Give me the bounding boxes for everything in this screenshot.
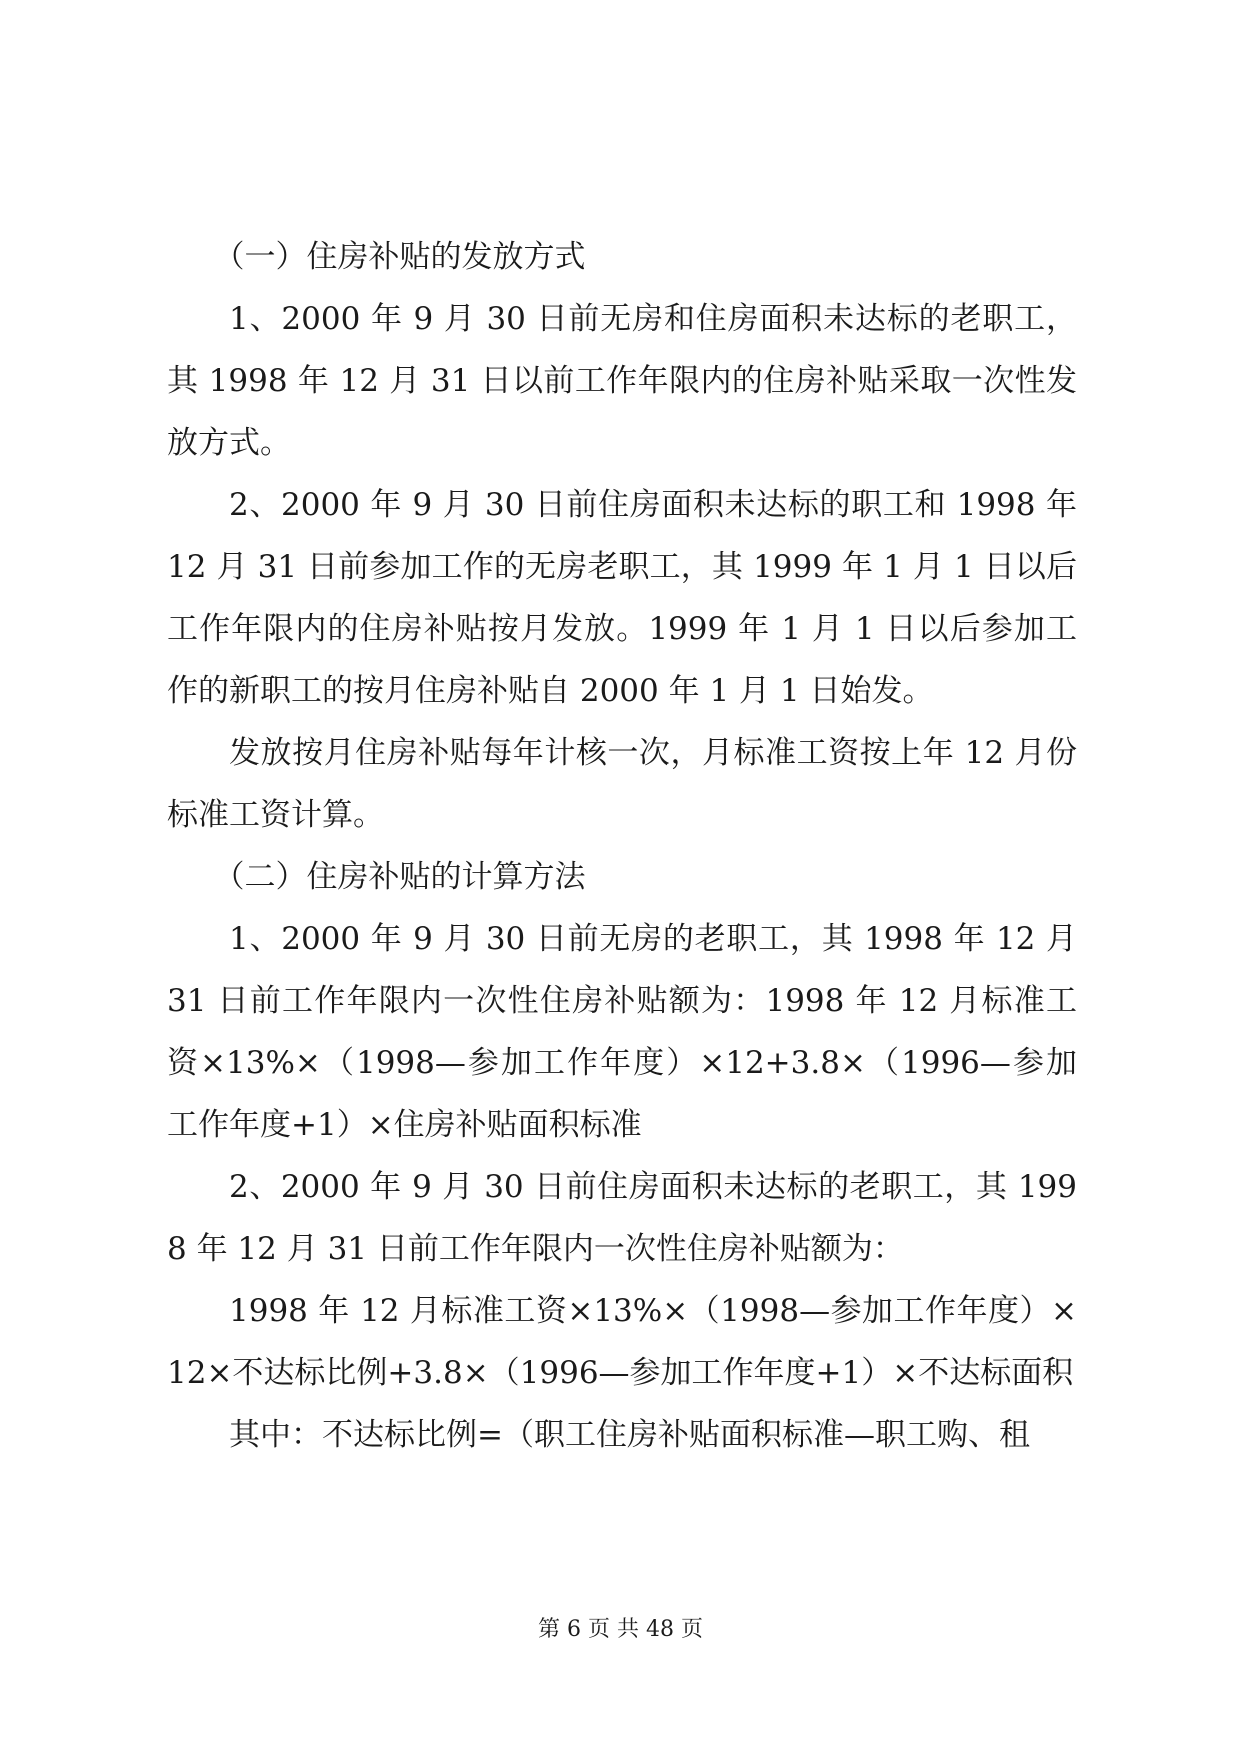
- paragraph-calculation-ratio: 其中：不达标比例=（职工住房补贴面积标准—职工购、租: [229, 1417, 1030, 1453]
- paragraph-calculation-1: 1、2000 年 9 月 30 日前无房的老职工，其 1998 年 12 月 31 日前工作年限内一次性住房补贴额为：1998 年 12 月标准工资×13%×（1998—参加工作年度）×12+3.8×（1996—参加工作年度+1）×住房补贴面积标准: [167, 921, 1077, 1143]
- paragraph-calculation-formula: 1998 年 12 月标准工资×13%×（1998—参加工作年度）×12×不达标比例+3.8×（1996—参加工作年度+1）×不达标面积: [167, 1293, 1077, 1391]
- paragraph-distribution-1: 1、2000 年 9 月 30 日前无房和住房面积未达标的老职工，其 1998 年 12 月 31 日以前工作年限内的住房补贴采取一次性发放方式。: [167, 301, 1077, 461]
- section-heading-calculation: （二）住房补贴的计算方法: [213, 859, 586, 895]
- document-body: [167, 226, 1077, 1466]
- paragraph-calculation-2: 2、2000 年 9 月 30 日前住房面积未达标的老职工，其 1998 年 12 月 31 日前工作年限内一次性住房补贴额为：: [167, 1169, 1077, 1267]
- section-heading-distribution: （一）住房补贴的发放方式: [213, 239, 586, 275]
- paragraph-distribution-2: 2、2000 年 9 月 30 日前住房面积未达标的职工和 1998 年 12 月 31 日前参加工作的无房老职工，其 1999 年 1 月 1 日以后工作年限内的住房补贴按月发放。1999 年 1 月 1 日以后参加工作的新职工的按月住房补贴自 2000 年 1 月 1 日始发。: [167, 487, 1077, 709]
- paragraph-distribution-note: 发放按月住房补贴每年计核一次，月标准工资按上年 12 月份标准工资计算。: [167, 735, 1077, 833]
- page-footer: 第 6 页 共 48 页: [538, 1617, 703, 1642]
